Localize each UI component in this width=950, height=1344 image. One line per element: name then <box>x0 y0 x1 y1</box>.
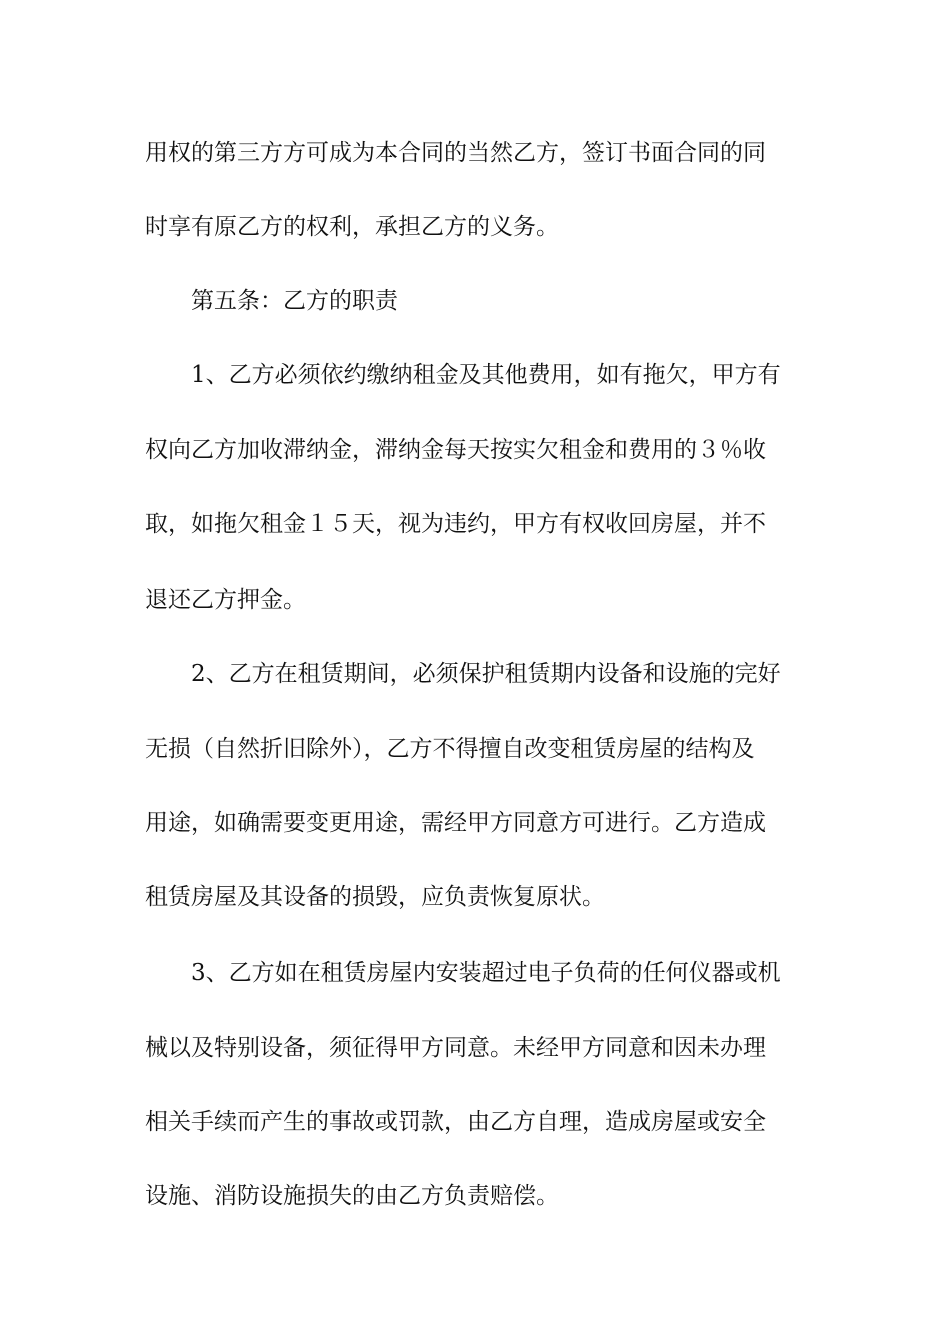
text-line: 相关手续而产生的事故或罚款，由乙方自理，造成房屋或安全 <box>145 1109 766 1135</box>
text-line: 时享有原乙方的权利，承担乙方的义务。 <box>145 214 559 240</box>
text-line: 权向乙方加收滞纳金，滞纳金每天按实欠租金和费用的３％收 <box>145 437 766 463</box>
section-heading: 第五条：乙方的职责 <box>191 288 398 314</box>
text-line: 设施、消防设施损失的由乙方负责赔偿。 <box>145 1183 559 1209</box>
text-line: 租赁房屋及其设备的损毁，应负责恢复原状。 <box>145 884 605 910</box>
text-line: 用途，如确需要变更用途，需经甲方同意方可进行。乙方造成 <box>145 810 766 836</box>
text-line: 退还乙方押金。 <box>145 587 306 613</box>
text-line: 取，如拖欠租金１５天，视为违约，甲方有权收回房屋，并不 <box>145 511 766 537</box>
text-line: 2、乙方在租赁期间，必须保护租赁期内设备和设施的完好 <box>191 661 781 687</box>
text-line: 用权的第三方方可成为本合同的当然乙方，签订书面合同的同 <box>145 140 766 166</box>
text-line: 1、乙方必须依约缴纳租金及其他费用，如有拖欠，甲方有 <box>191 362 781 388</box>
text-line: 无损（自然折旧除外），乙方不得擅自改变租赁房屋的结构及 <box>145 736 755 762</box>
text-line: 3、乙方如在租赁房屋内安装超过电子负荷的任何仪器或机 <box>191 960 781 986</box>
text-line: 械以及特别设备，须征得甲方同意。未经甲方同意和因未办理 <box>145 1035 766 1061</box>
